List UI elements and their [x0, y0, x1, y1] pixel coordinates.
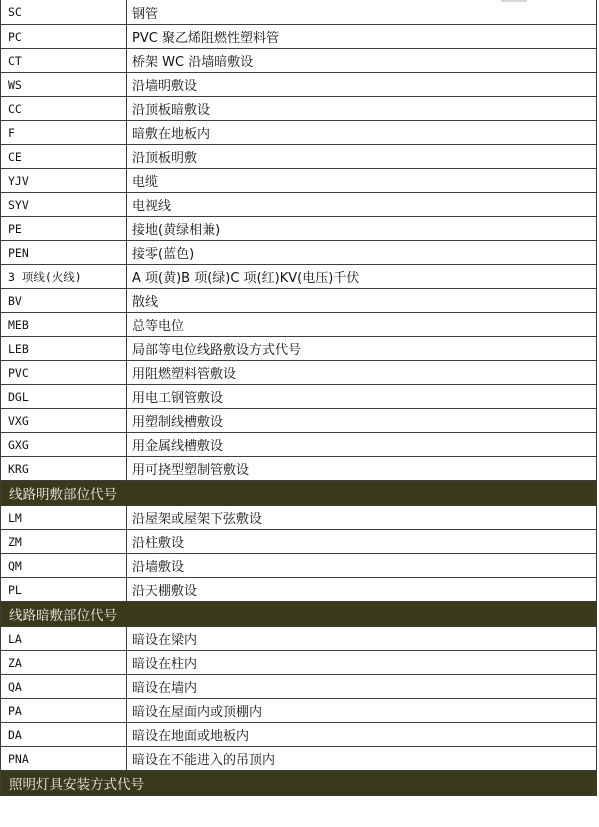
code-cell: SC: [0, 0, 127, 24]
code-cell: MEB: [0, 313, 127, 336]
code-cell: YJV: [0, 169, 127, 192]
code-cell: QM: [0, 554, 127, 577]
code-cell: CT: [0, 49, 127, 72]
code-cell: 3 项线(火线): [0, 265, 127, 288]
section-header-row: [0, 481, 597, 506]
code-cell: LEB: [0, 337, 127, 360]
description-cell: 暗设在不能进入的吊顶内: [127, 747, 597, 770]
code-cell: CE: [0, 145, 127, 168]
code-cell: PE: [0, 217, 127, 240]
table-row: [0, 145, 597, 169]
table-row: [0, 651, 597, 675]
description-cell: 电缆: [127, 169, 597, 192]
table-row: [0, 49, 597, 73]
description-cell: 沿柱敷设: [127, 530, 597, 553]
code-cell: GXG: [0, 433, 127, 456]
code-cell: PC: [0, 25, 127, 48]
description-cell: 沿墙明敷设: [127, 73, 597, 96]
table-row: [0, 361, 597, 385]
section-header-text: 照明灯具安装方式代号: [0, 771, 597, 795]
section-header-row: [0, 602, 597, 627]
description-cell: 暗设在地面或地板内: [127, 723, 597, 746]
description-cell: 用塑制线槽敷设: [127, 409, 597, 432]
code-cell: CC: [0, 97, 127, 120]
table-row: [0, 578, 597, 602]
table-row: [0, 193, 597, 217]
code-cell: F: [0, 121, 127, 144]
code-cell: LM: [0, 506, 127, 529]
description-cell: 沿顶板明敷: [127, 145, 597, 168]
description-cell: 暗设在梁内: [127, 627, 597, 650]
description-cell: 沿天棚敷设: [127, 578, 597, 601]
table-row: [0, 506, 597, 530]
table-row: [0, 313, 597, 337]
description-cell: 沿屋架或屋架下弦敷设: [127, 506, 597, 529]
code-cell: WS: [0, 73, 127, 96]
description-cell: 局部等电位线路敷设方式代号: [127, 337, 597, 360]
code-cell: KRG: [0, 457, 127, 480]
description-cell: 暗设在柱内: [127, 651, 597, 674]
table-row: [0, 0, 597, 25]
code-cell: QA: [0, 675, 127, 698]
table-row: [0, 699, 597, 723]
description-cell: 接地(黄绿相兼): [127, 217, 597, 240]
description-cell: 暗设在墙内: [127, 675, 597, 698]
table-row: [0, 409, 597, 433]
description-cell: 总等电位: [127, 313, 597, 336]
description-cell: 暗敷在地板内: [127, 121, 597, 144]
table-row: [0, 530, 597, 554]
description-cell: 用电工钢管敷设: [127, 385, 597, 408]
description-cell: A 项(黄)B 项(绿)C 项(红)KV(电压)千伏: [127, 265, 597, 288]
description-cell: 用阻燃塑料管敷设: [127, 361, 597, 384]
table-row: [0, 385, 597, 409]
table-row: [0, 627, 597, 651]
code-cell: DGL: [0, 385, 127, 408]
code-cell: PL: [0, 578, 127, 601]
description-cell: 沿顶板暗敷设: [127, 97, 597, 120]
description-cell: 散线: [127, 289, 597, 312]
description-cell: 用金属线槽敷设: [127, 433, 597, 456]
table-row: [0, 217, 597, 241]
description-cell: 钢管: [127, 0, 597, 24]
table-row: [0, 289, 597, 313]
table-row: [0, 337, 597, 361]
table-row: [0, 241, 597, 265]
code-cell: BV: [0, 289, 127, 312]
table-row: [0, 97, 597, 121]
table-row: [0, 265, 597, 289]
description-cell: 桥架 WC 沿墙暗敷设: [127, 49, 597, 72]
description-cell: 沿墙敷设: [127, 554, 597, 577]
code-cell: ZA: [0, 651, 127, 674]
section-header-text: 线路暗敷部位代号: [0, 602, 597, 626]
code-cell: VXG: [0, 409, 127, 432]
code-cell: ZM: [0, 530, 127, 553]
table-row: [0, 121, 597, 145]
description-cell: 电视线: [127, 193, 597, 216]
table-row: [0, 723, 597, 747]
table-row: [0, 554, 597, 578]
table-row: [0, 25, 597, 49]
code-cell: SYV: [0, 193, 127, 216]
section-header-text: 线路明敷部位代号: [0, 481, 597, 505]
code-cell: PNA: [0, 747, 127, 770]
table-row: [0, 73, 597, 97]
description-cell: 接零(蓝色): [127, 241, 597, 264]
table-row: [0, 433, 597, 457]
description-cell: PVC 聚乙烯阻燃性塑料管: [127, 25, 597, 48]
section-header-row: [0, 771, 597, 796]
table-row: [0, 169, 597, 193]
code-cell: PEN: [0, 241, 127, 264]
description-cell: 暗设在屋面内或顶棚内: [127, 699, 597, 722]
code-cell: PVC: [0, 361, 127, 384]
table-row: [0, 675, 597, 699]
table-row: [0, 747, 597, 771]
code-cell: PA: [0, 699, 127, 722]
code-cell: LA: [0, 627, 127, 650]
table-row: [0, 457, 597, 481]
description-cell: 用可挠型塑制管敷设: [127, 457, 597, 480]
code-cell: DA: [0, 723, 127, 746]
